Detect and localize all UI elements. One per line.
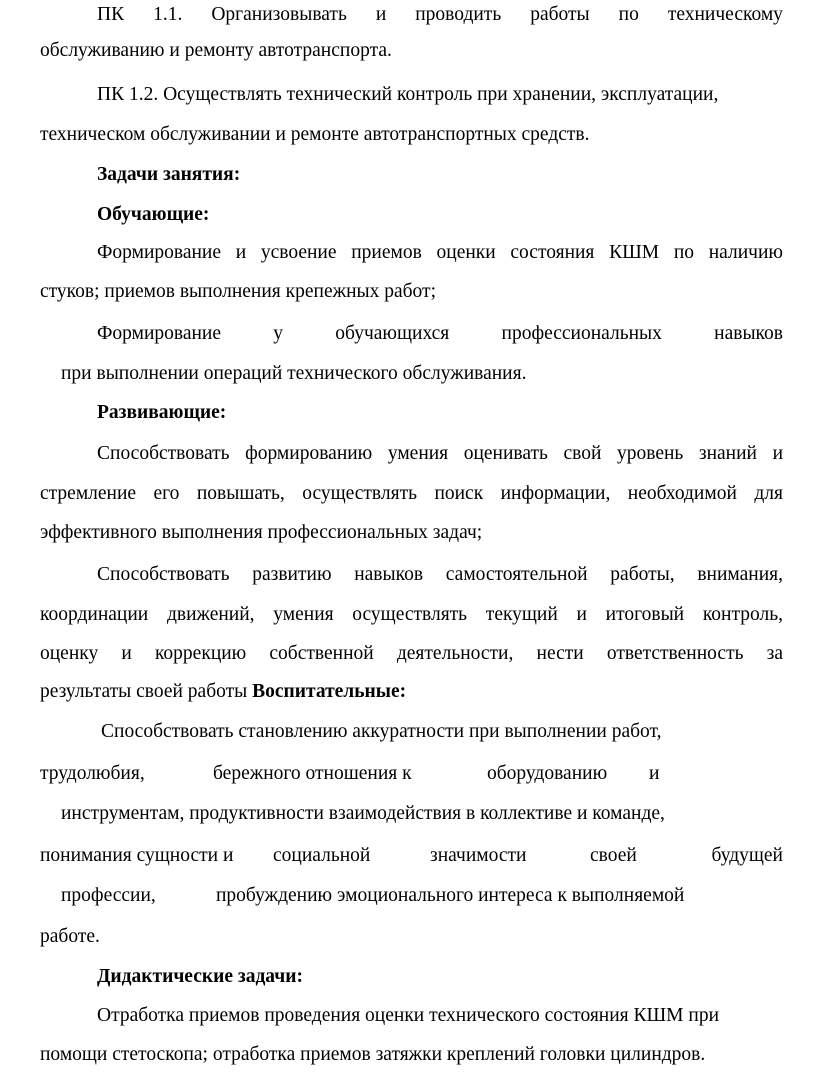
pk11-line-1: ПК 1.1. Организовывать и проводить работы по техническому xyxy=(97,4,783,25)
teaching-p1-line-2: стуков; приемов выполнения крепежных работ; xyxy=(40,281,436,302)
teaching-p2-line-1: Формирование у обучающихся профессиональных навыков xyxy=(97,323,783,344)
developing-p2-line-3: оценку и коррекцию собственной деятельности, нести ответственность за xyxy=(40,643,783,664)
educational-heading: Воспитательные: xyxy=(252,681,407,702)
developing-heading: Развивающие: xyxy=(97,402,227,423)
educational-line-1: Способствовать становлению аккуратности при выполнении работ, xyxy=(101,721,662,742)
pk12-line-2: техническом обслуживании и ремонте автотранспортных средств. xyxy=(40,124,590,145)
educational-line-5: профессии, пробуждению эмоционального интереса к выполняемой xyxy=(61,885,685,906)
developing-p2-line-1: Способствовать развитию навыков самостоятельной работы, внимания, xyxy=(97,564,783,585)
teaching-heading: Обучающие: xyxy=(97,204,210,225)
teaching-p2-line-2: при выполнении операций технического обслуживания. xyxy=(61,363,527,384)
developing-p1-line-3: эффективного выполнения профессиональных задач; xyxy=(40,522,483,543)
pk11-line-2: обслуживанию и ремонту автотранспорта. xyxy=(40,40,392,61)
educational-line-2: трудолюбия, бережного отношения к оборудованию и xyxy=(40,763,660,784)
developing-p1-line-2: стремление его повышать, осуществлять поиск информации, необходимой для xyxy=(40,483,783,504)
educational-line-4: понимания сущности и социальной значимости своей будущей xyxy=(40,845,783,866)
didactic-line-1: Отработка приемов проведения оценки технического состояния КШМ при xyxy=(97,1005,720,1026)
pk12-line-1: ПК 1.2. Осуществлять технический контроль при хранении, эксплуатации, xyxy=(97,84,719,105)
developing-p1-line-1: Способствовать формированию умения оценивать свой уровень знаний и xyxy=(97,443,783,464)
didactic-heading: Дидактические задачи: xyxy=(97,966,304,987)
developing-p2-line-2: координации движений, умения осуществлять текущий и итоговый контроль, xyxy=(40,604,783,625)
teaching-p1-line-1: Формирование и усвоение приемов оценки состояния КШМ по наличию xyxy=(97,242,783,263)
developing-p2-line-4: результаты своей работы Воспитательные: xyxy=(40,681,407,702)
tasks-heading: Задачи занятия: xyxy=(97,164,241,185)
educational-line-6: работе. xyxy=(40,926,100,947)
educational-line-3: инструментам, продуктивности взаимодействия в коллективе и команде, xyxy=(61,803,665,824)
didactic-line-2: помощи стетоскопа; отработка приемов затяжки креплений головки цилиндров. xyxy=(40,1044,706,1065)
